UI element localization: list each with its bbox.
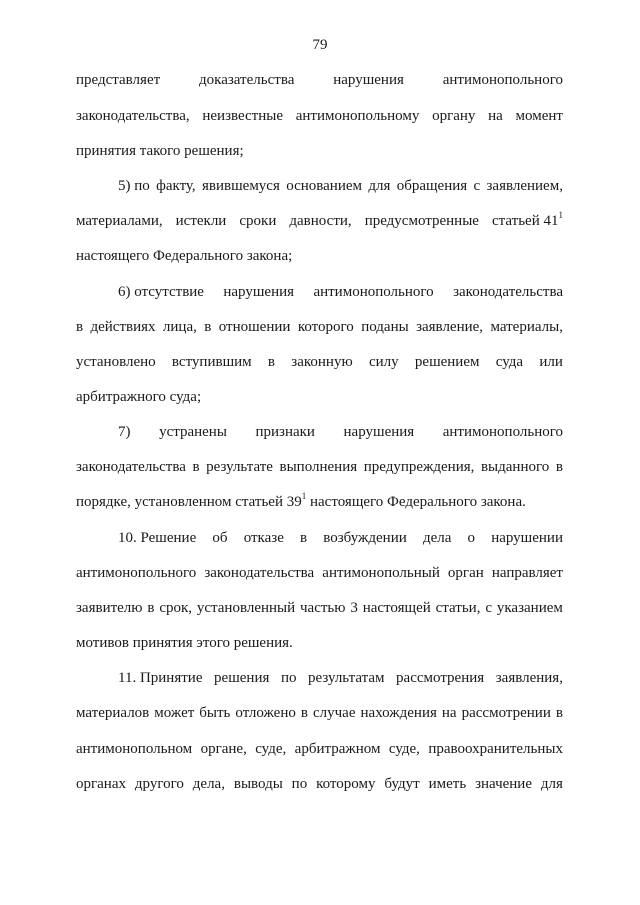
word: давности, <box>289 213 352 229</box>
text-line <box>118 669 563 687</box>
word: антимонопольном <box>76 741 193 757</box>
word: доказательства <box>199 72 295 88</box>
word: устранены <box>159 424 227 440</box>
word: органах <box>76 776 126 792</box>
word: явившемуся <box>202 178 280 194</box>
word: нарушения <box>223 284 295 300</box>
text-line: принятия такого решения; <box>76 143 244 159</box>
word: заявлением, <box>486 178 563 194</box>
word: дела <box>422 530 452 546</box>
word: об <box>212 530 228 546</box>
word: которого <box>297 319 354 335</box>
word: иметь <box>428 776 467 792</box>
word: заявителю <box>76 600 143 616</box>
word: с <box>485 600 492 616</box>
text-line <box>76 740 563 758</box>
text-line <box>76 599 563 617</box>
word: вступившим <box>171 354 252 370</box>
word: представляет <box>76 72 161 88</box>
word: в <box>192 459 200 475</box>
text-line: мотивов принятия этого решения. <box>76 635 293 651</box>
word: направляет <box>491 565 563 581</box>
word: обращения <box>396 178 468 194</box>
word: для <box>368 178 391 194</box>
word: решения <box>214 670 270 686</box>
text-line <box>76 704 563 722</box>
text-line <box>118 283 563 301</box>
word: отложено <box>235 705 296 721</box>
word: антимонопольного <box>442 72 563 88</box>
word: суде, <box>388 741 420 757</box>
word: антимонопольного <box>442 424 563 440</box>
word: арбитражном <box>294 741 381 757</box>
word: 3 <box>350 600 358 616</box>
word: статьи, <box>435 600 481 616</box>
word: быть <box>199 705 231 721</box>
word: в <box>204 319 212 335</box>
word: лица, <box>162 319 197 335</box>
word: на <box>441 705 457 721</box>
word: силу <box>368 354 399 370</box>
word: антимонопольного <box>76 565 197 581</box>
text-line <box>76 318 563 336</box>
word: срок, <box>159 600 193 616</box>
word: которому <box>316 776 376 792</box>
word: 6) отсутствие <box>118 284 204 300</box>
word: материалы, <box>490 319 563 335</box>
word: в <box>300 530 308 546</box>
word: антимонопольного <box>313 284 434 300</box>
word: по <box>280 670 297 686</box>
word: антимонопольный <box>322 565 440 581</box>
word: отказе <box>243 530 284 546</box>
text-line <box>76 493 526 511</box>
word: 11. Принятие <box>118 670 203 686</box>
word: основанием <box>286 178 363 194</box>
word: рассмотрения <box>396 670 485 686</box>
word: выводы <box>233 776 283 792</box>
word: выполнения <box>279 459 358 475</box>
word: будут <box>384 776 420 792</box>
word: сроки <box>239 213 277 229</box>
word: законную <box>291 354 353 370</box>
word: по <box>291 776 308 792</box>
word: суде, <box>255 741 287 757</box>
word: дела, <box>192 776 225 792</box>
word: в <box>76 319 84 335</box>
word: решением <box>414 354 480 370</box>
word: суда <box>495 354 524 370</box>
text-line <box>76 458 563 476</box>
text-segment: настоящего Федерального закона. <box>306 494 526 510</box>
word: законодательства, <box>76 108 190 124</box>
word: антимонопольному <box>295 108 420 124</box>
superscript: 1 <box>558 210 563 220</box>
word: законодательства <box>453 284 563 300</box>
word: 10. Решение <box>118 530 197 546</box>
word: неизвестные <box>202 108 283 124</box>
word: другого <box>134 776 184 792</box>
word: для <box>540 776 563 792</box>
word: может <box>154 705 195 721</box>
word: установленный <box>196 600 296 616</box>
word: в <box>555 705 563 721</box>
word: правоохранительных <box>428 741 563 757</box>
word: нарушения <box>343 424 415 440</box>
word: случае <box>313 705 356 721</box>
word: или <box>539 354 563 370</box>
text-line <box>76 107 563 125</box>
text-line <box>76 353 563 371</box>
word: результатам <box>308 670 385 686</box>
superscript: 1 <box>301 491 307 501</box>
word: значение <box>475 776 532 792</box>
word: в <box>300 705 308 721</box>
word: заявление, <box>416 319 484 335</box>
word: факту, <box>156 178 196 194</box>
word: момент <box>515 108 563 124</box>
word: органу <box>432 108 476 124</box>
word: материалов <box>76 705 150 721</box>
word: 7) <box>118 424 131 440</box>
word: в <box>555 459 563 475</box>
word: действиях <box>90 319 156 335</box>
text-line <box>118 177 563 195</box>
word: в <box>267 354 276 370</box>
word: возбуждении <box>323 530 407 546</box>
text-line <box>76 212 563 230</box>
word: истекли <box>175 213 227 229</box>
word: результате <box>206 459 273 475</box>
text-line <box>76 775 563 793</box>
word: на <box>488 108 503 124</box>
word: предупреждения, <box>363 459 475 475</box>
text-segment: порядке, установленном статьей 39 <box>76 494 302 510</box>
page-number: 79 <box>312 37 328 53</box>
text-line <box>118 423 563 441</box>
word: нахождения <box>360 705 437 721</box>
word: законодательства <box>204 565 315 581</box>
word: отношении <box>218 319 291 335</box>
text-line: настоящего Федерального закона; <box>76 248 293 264</box>
word: орган <box>447 565 484 581</box>
word: материалами, <box>76 213 163 229</box>
word: предусмотренные <box>364 213 479 229</box>
text-line: арбитражного суда; <box>76 389 202 405</box>
word: о <box>467 530 476 546</box>
text-line <box>76 71 563 89</box>
word: выданного <box>480 459 550 475</box>
word: заявления, <box>495 670 563 686</box>
word: поданы <box>361 319 409 335</box>
word: нарушении <box>491 530 563 546</box>
word: с <box>473 178 481 194</box>
word: частью <box>300 600 346 616</box>
word: установлено <box>76 354 156 370</box>
word: в <box>147 600 155 616</box>
word: указанием <box>496 600 563 616</box>
text-line <box>76 564 563 582</box>
word: настоящей <box>362 600 431 616</box>
word: законодательства <box>76 459 186 475</box>
word: рассмотрении <box>461 705 551 721</box>
word: 5) по <box>118 178 150 194</box>
text-line <box>118 529 563 547</box>
word: статьей $41^1$ <box>491 210 563 229</box>
word: признаки <box>255 424 315 440</box>
word: нарушения <box>333 72 404 88</box>
word: органе, <box>200 741 247 757</box>
